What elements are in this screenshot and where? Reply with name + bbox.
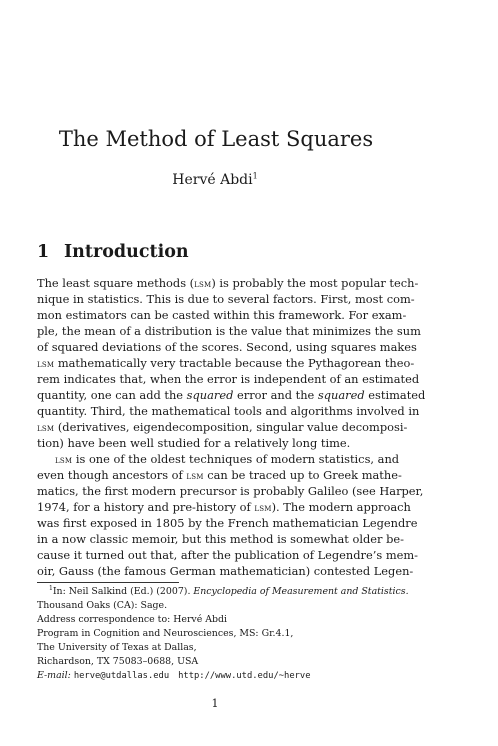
text-line: mon estimators can be casted within this framework. For exam- (37, 308, 407, 322)
section-title: Introduction (64, 242, 189, 262)
text-line: rem indicates that, when the error is independent of an estimated (37, 372, 420, 386)
text-line: The least square methods (lsm) is probably the most popular tech- (37, 276, 419, 290)
acronym: lsm (37, 359, 55, 370)
acronym: lsm (55, 455, 73, 466)
footnote-citation-book: Encyclopedia of Measurement and Statistics. (193, 586, 409, 597)
author-footnote-mark: 1 (252, 171, 258, 181)
text-line: ple, the mean of a distribution is the value that minimizes the sum (37, 324, 421, 338)
footnote-citation (37, 584, 409, 599)
email-link[interactable]: herve@utdallas.edu (73, 671, 170, 681)
footnote-university: The University of Texas at Dallas, (37, 642, 197, 653)
text-line: lsm is one of the oldest techniques of modern statistics, and (55, 452, 400, 466)
text-line: was first exposed in 1805 by the French mathematician Legendre (37, 516, 418, 530)
emphasis: squared (186, 388, 234, 402)
text-line: 1974, for a history and pre-history of lsm). The modern approach (37, 500, 411, 514)
footnote-rule (37, 582, 179, 583)
paper-title: The Method of Least Squares (58, 127, 374, 151)
section-heading (37, 241, 189, 263)
page-number: 1 (211, 697, 219, 710)
acronym: lsm (194, 279, 212, 290)
footnote-publisher: Thousand Oaks (CA): Sage. (37, 600, 168, 611)
emphasis: squared (317, 388, 365, 402)
text-line: quantity. Third, the mathematical tools and algorithms involved in (37, 404, 420, 418)
section-number: 1 (37, 242, 50, 262)
homepage-link[interactable]: http://www.utd.edu/~herve (178, 671, 311, 681)
text-line: tion) have been well studied for a relatively long time. (37, 436, 351, 450)
text-line: oir, Gauss (the famous German mathematician) contested Legen- (37, 564, 414, 578)
footnotes (37, 584, 409, 683)
footnote-program: Program in Cognition and Neurosciences, MS: Gr.4.1, (37, 628, 294, 639)
text-line: of squared deviations of the scores. Second, using squares makes (37, 340, 417, 354)
acronym: lsm (37, 423, 55, 434)
email-label: E-mail: (37, 670, 71, 681)
text-line: lsm (derivatives, eigendecomposition, singular value decomposi- (37, 420, 408, 434)
text-line: lsm mathematically very tractable because the Pythagorean theo- (37, 356, 415, 370)
text-line: quantity, one can add the squared error and the squared estimated (37, 388, 426, 402)
text-line: in a now classic memoir, but this method is somewhat older be- (37, 532, 404, 546)
text-line: cause it turned out that, after the publication of Legendre’s mem- (37, 548, 419, 562)
footnote-address-intro: Address correspondence to: Hervé Abdi (37, 614, 228, 625)
footnote-citation-text: In: Neil Salkind (Ed.) (2007). (52, 586, 191, 597)
footnote-contact (37, 669, 396, 683)
acronym: lsm (186, 471, 204, 482)
footnote-city: Richardson, TX 75083–0688, USA (37, 656, 199, 667)
author-name: Hervé Abdi (172, 172, 253, 188)
acronym: lsm (254, 503, 272, 514)
paragraph-1 (37, 275, 426, 451)
footnote-mark: 1 (49, 584, 53, 592)
paragraph-2 (37, 451, 424, 579)
text-line: nique in statistics. This is due to several factors. First, most com- (37, 292, 415, 306)
text-line: even though ancestors of lsm can be traced up to Greek mathe- (37, 468, 402, 482)
body-text (37, 275, 426, 579)
author-line (0, 171, 430, 189)
text-line: matics, the first modern precursor is probably Galileo (see Harper, (37, 484, 424, 498)
